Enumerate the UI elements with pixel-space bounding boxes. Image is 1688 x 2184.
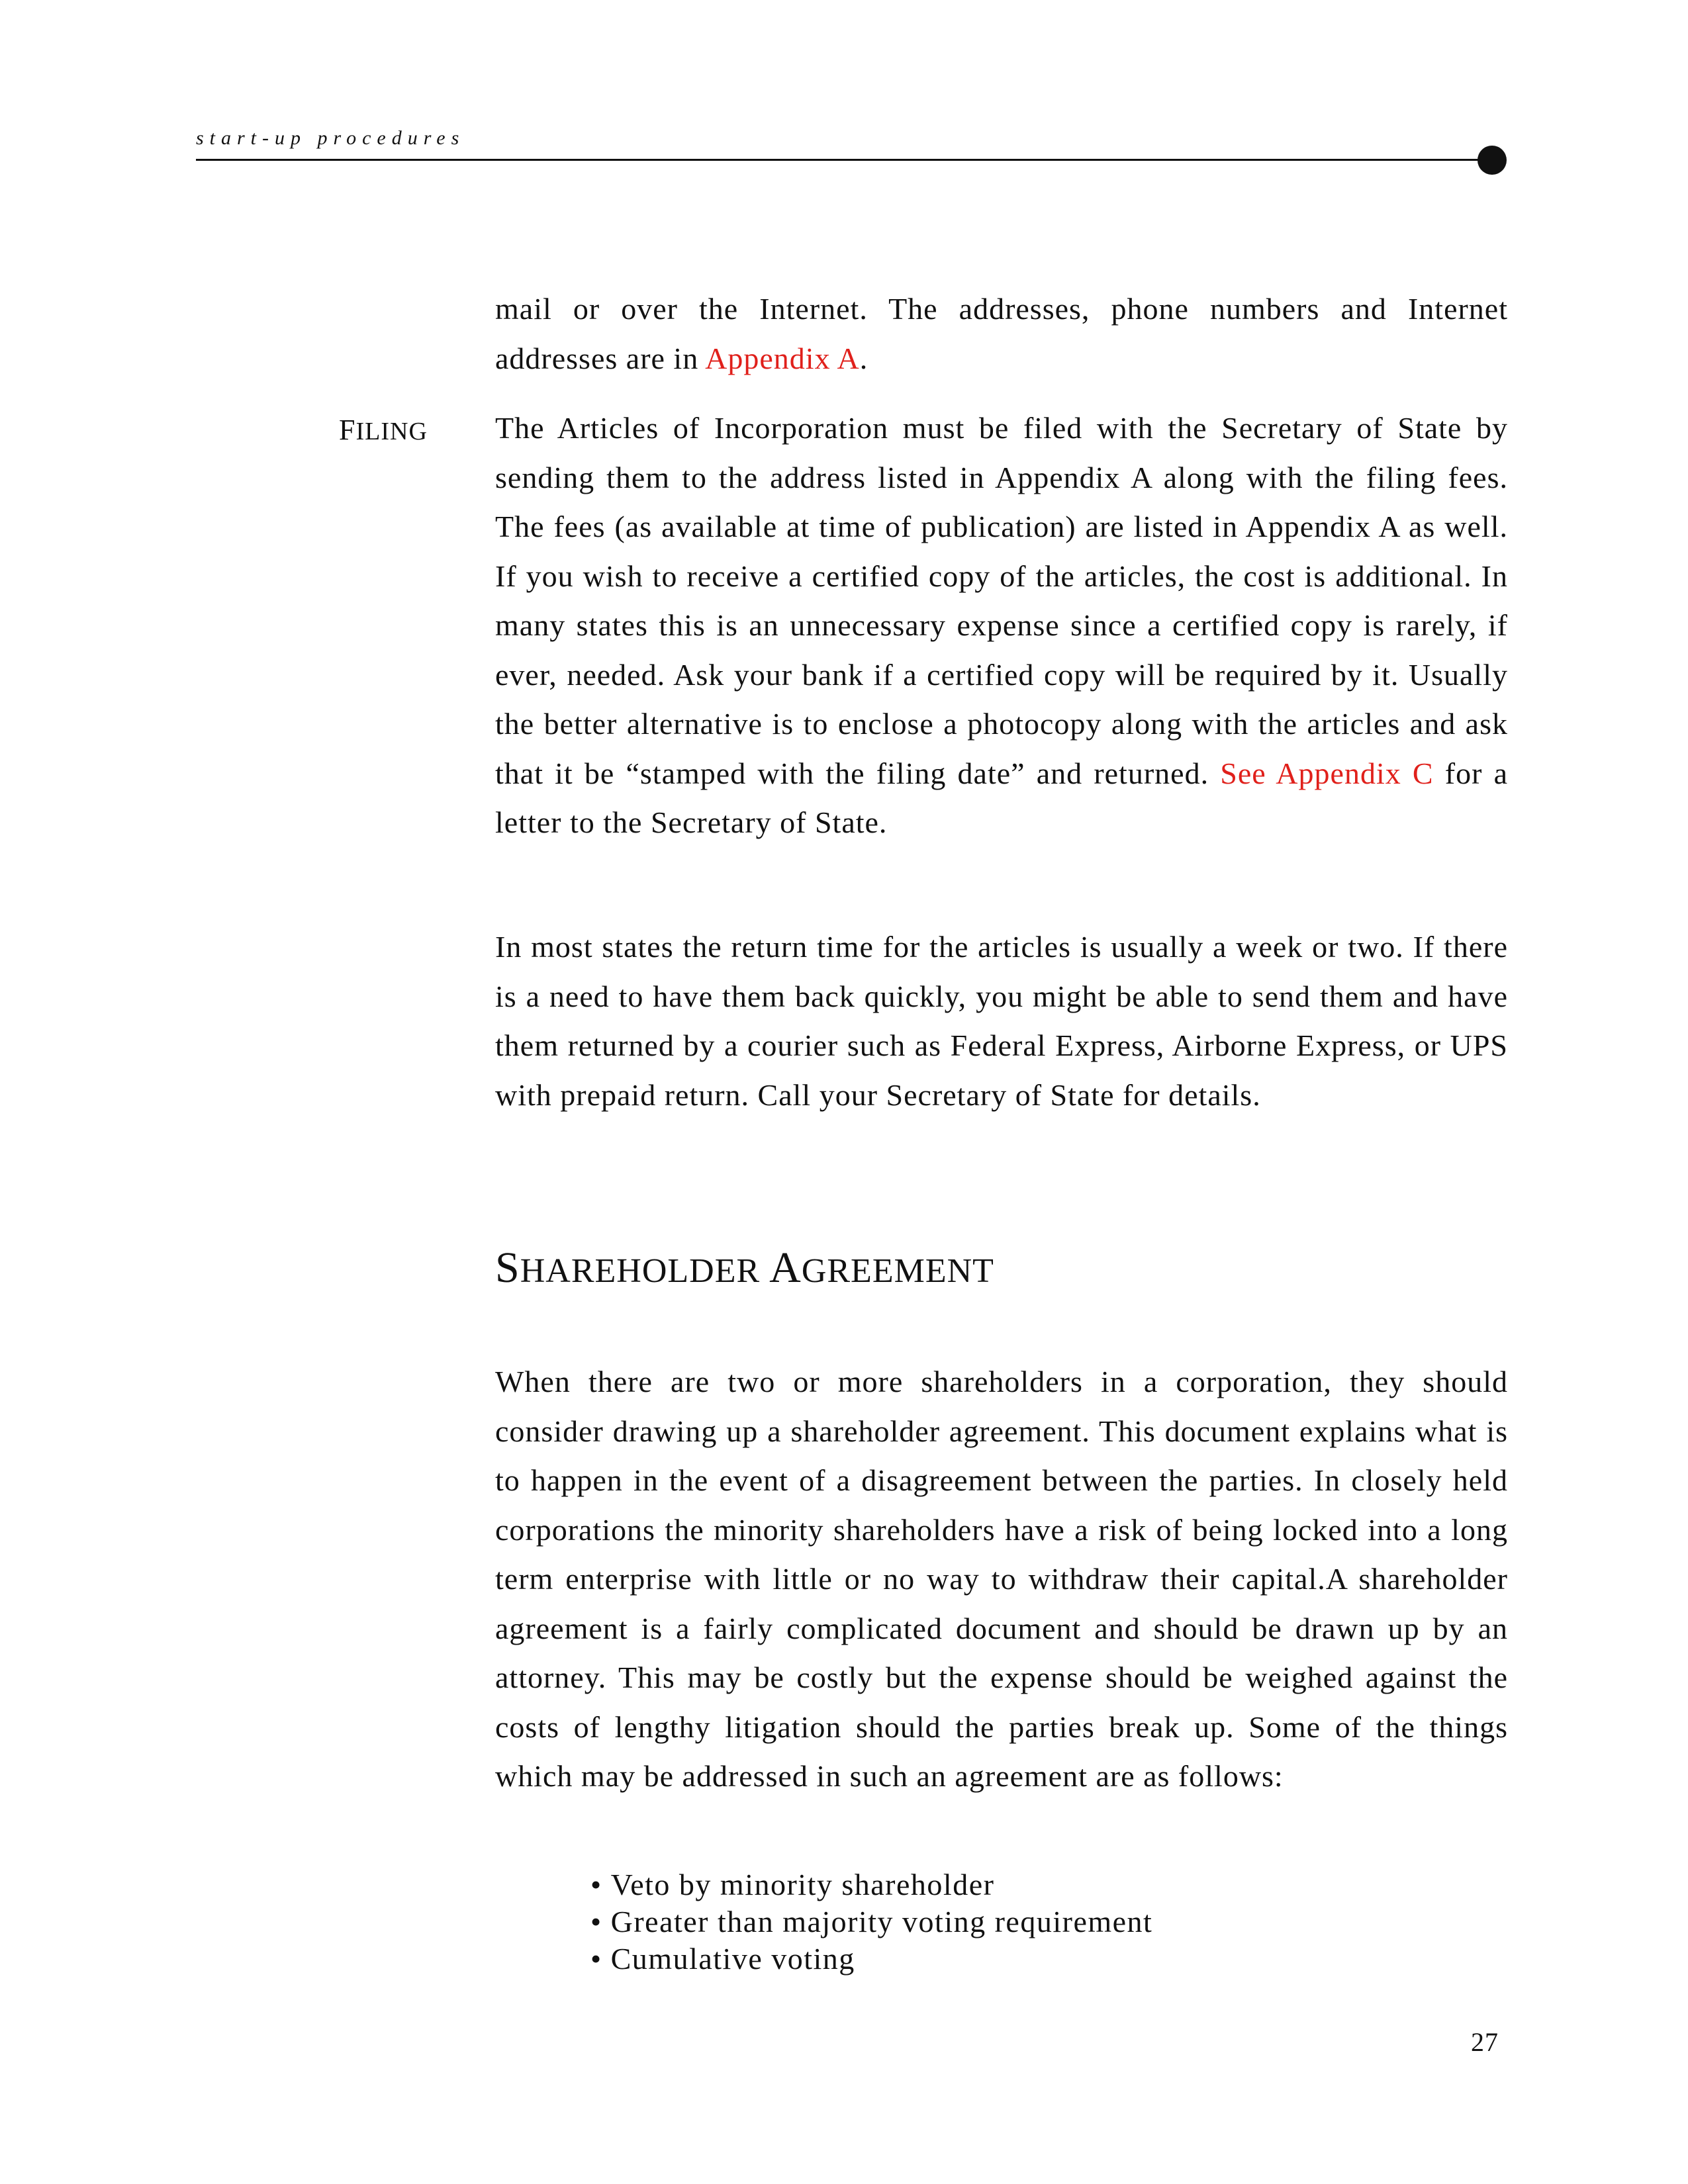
filing-margin-label: FILING: [339, 414, 428, 446]
filing-paragraph-2: In most states the return time for the articles is usually a week or two. If there is a need to have them back quickly, you might be able to send them and have them returned by a courier such as Federal Express, Airborne Express, or UPS with prepaid return. Call your Secretary of State for details.: [495, 930, 1508, 1112]
section-heading: SHAREHOLDER AGREEMENT: [495, 1244, 994, 1292]
agreement-bullet-list: [590, 1866, 1152, 1978]
appendix-c-link[interactable]: See Appendix C: [1220, 756, 1434, 790]
intro-paragraph: mail or over the Internet. The addresses, phone numbers and Internet addresses are in Appendix A.: [495, 292, 1508, 375]
filing-paragraph-1: The Articles of Incorporation must be filed with the Secretary of State by sending them to the address listed in Appendix A along with the filing fees. The fees (as available at time of publication) are listed in Appendix A as well. If you wish to receive a certified copy of the articles, the cost is additional. In many states this is an unnecessary expense since a certified copy is rarely, if ever, needed. Ask your bank if a certified copy will be required by it. Usually the better alternative is to enclose a photocopy along with the articles and ask that it be “stamped with the filing date” and returned. See Appendix C for a letter to the Secretary of State.: [495, 411, 1508, 839]
appendix-a-link[interactable]: Appendix A: [705, 341, 860, 375]
list-item: • Greater than majority voting requirement: [590, 1903, 1152, 1940]
header-dot: [1477, 146, 1507, 175]
shareholder-paragraph: When there are two or more shareholders in a corporation, they should consider drawing up a shareholder agreement. This document explains what is to happen in the event of a disagreement between the parties. In closely held corporations the minority shareholders have a risk of being locked into a long term enterprise with little or no way to withdraw their capital.A shareholder agreement is a fairly complicated document and should be drawn up by an attorney. This may be costly but the expense should be weighed against the costs of lengthy litigation should the parties break up. Some of the things which may be addressed in such an agreement are as follows:: [495, 1365, 1508, 1793]
header-rule: [196, 159, 1495, 161]
running-head: start-up procedures: [196, 127, 465, 149]
list-item: • Cumulative voting: [590, 1940, 1152, 1978]
page-number: 27: [1471, 2027, 1499, 2057]
list-item: • Veto by minority shareholder: [590, 1866, 1152, 1903]
